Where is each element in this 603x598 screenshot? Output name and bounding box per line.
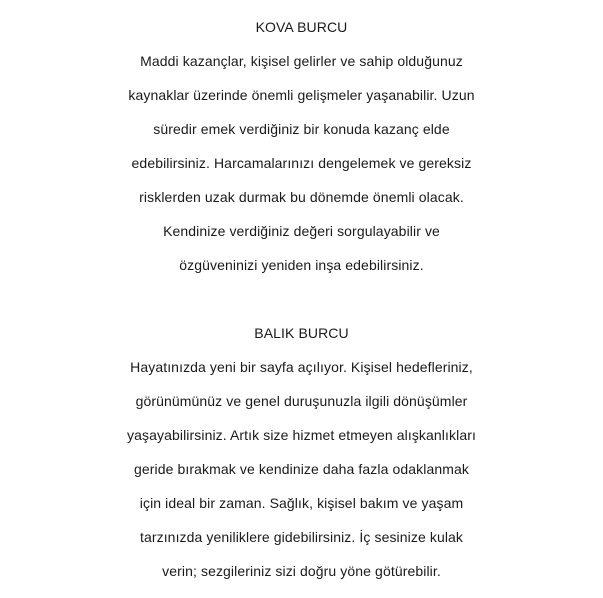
paragraph-line: edebilirsiniz. Harcamalarınızı dengelemek ve gereksiz xyxy=(131,155,472,171)
paragraph-line: kaynaklar üzerinde önemli gelişmeler yaşanabilir. Uzun xyxy=(128,87,475,103)
section-title: BALIK BURCU xyxy=(254,325,349,341)
paragraph-line: Hayatınızda yeni bir sayfa açılıyor. Kişisel hedefleriniz, xyxy=(130,359,473,375)
section-kova-burcu xyxy=(0,10,603,282)
section-balik-burcu xyxy=(0,316,603,588)
section-title: KOVA BURCU xyxy=(255,19,348,35)
paragraph-line: tarzınızda yeniliklere gidebilirsiniz. İç sesinize kulak xyxy=(139,529,464,545)
paragraph-line: için ideal bir zaman. Sağlık, kişisel bakım ve yaşam xyxy=(139,495,464,511)
section-spacer xyxy=(0,282,603,316)
paragraph-line: süredir emek verdiğiniz bir konuda kazanç elde xyxy=(153,121,450,137)
paragraph-line: risklerden uzak durmak bu dönemde önemli olacak. xyxy=(139,189,464,205)
paragraph-line: geride bırakmak ve kendinize daha fazla odaklanmak xyxy=(134,461,469,477)
paragraph-line: Kendinize verdiğiniz değeri sorgulayabilir ve xyxy=(163,223,440,239)
paragraph-line: verin; sezgileriniz sizi doğru yöne götürebilir. xyxy=(162,563,441,579)
paragraph-line: görünümünüz ve genel duruşunuzla ilgili dönüşümler xyxy=(135,393,468,409)
paragraph-line: yaşayabilirsiniz. Artık size hizmet etmeyen alışkanlıkları xyxy=(127,427,476,443)
paragraph-line: özgüveninizi yeniden inşa edebilirsiniz. xyxy=(179,257,424,273)
paragraph-line: Maddi kazançlar, kişisel gelirler ve sahip olduğunuz xyxy=(140,53,463,69)
